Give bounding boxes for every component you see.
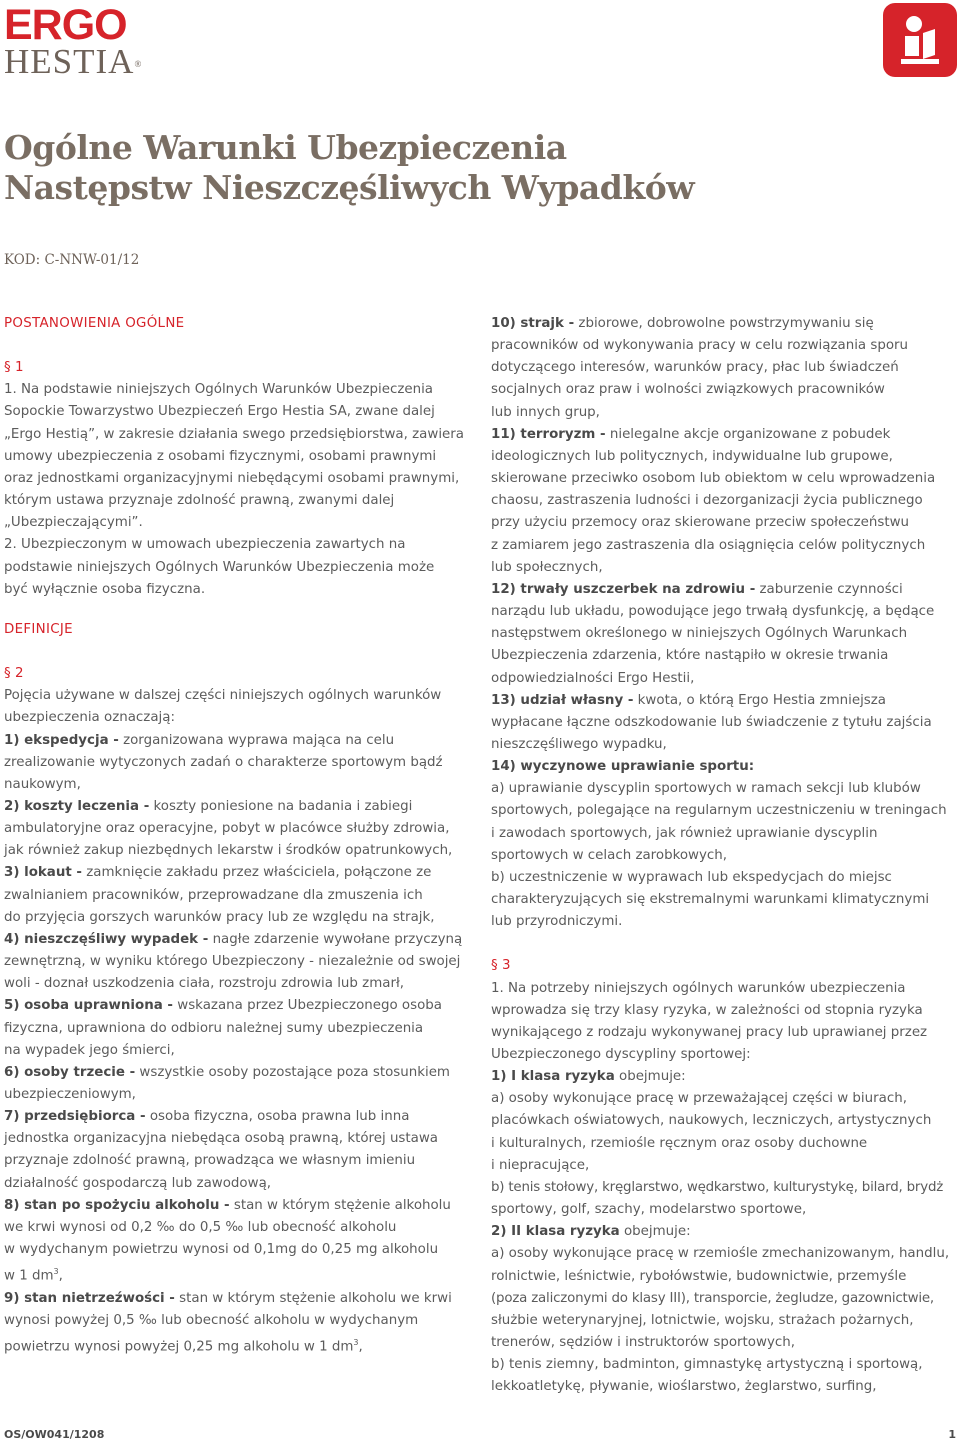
text-line: i niepracujące, bbox=[491, 1157, 590, 1173]
page-number: 1 bbox=[948, 1428, 956, 1441]
paragraph-mark-2: § 2 bbox=[4, 666, 24, 682]
text-line: placówkach oświatowych, naukowych, leczniczych, artystycznych bbox=[491, 1113, 932, 1129]
text-line: charakteryzujących się ekstremalnymi warunkami klimatycznymi bbox=[491, 892, 930, 908]
definition-text: zorganizowana wyprawa mająca na celu bbox=[118, 732, 395, 748]
text-line: socjalnych oraz praw i wolności związkowych pracowników bbox=[491, 382, 885, 398]
text-line: a) osoby wykonujące pracę w rzemiośle zmechanizowanym, handlu, bbox=[491, 1246, 950, 1262]
text-line: lekkoatletykę, pływanie, wioślarstwo, żeglarstwo, surfing, bbox=[491, 1379, 877, 1395]
definition-term: 1) ekspedycja - bbox=[4, 732, 119, 748]
definition-line bbox=[4, 1062, 474, 1084]
definition-line bbox=[491, 313, 960, 335]
ergo-hestia-logo bbox=[4, 1, 144, 84]
text-segment: , bbox=[358, 1339, 363, 1355]
text-line: Ubezpieczenia zdarzenia, które nastąpiło w okresie trwania bbox=[491, 648, 889, 664]
right-column bbox=[491, 313, 960, 1399]
definition-term: 12) trwały uszczerbek na zdrowiu - bbox=[491, 581, 756, 597]
definition-text: zamknięcie zakładu przez właściciela, połączone ze bbox=[81, 865, 432, 881]
definition-line bbox=[491, 1221, 960, 1243]
text-line: rolnictwie, leśnictwie, rybołówstwie, budownictwie, przemyśle bbox=[491, 1268, 907, 1284]
document-code: KOD: C-NNW-01/12 bbox=[4, 252, 140, 268]
person-reading-icon bbox=[883, 3, 957, 77]
text-line: lub innych grup, bbox=[491, 404, 600, 420]
text-line: b) tenis ziemny, badminton, gimnastykę artystyczną i sportową, bbox=[491, 1357, 923, 1373]
definition-line bbox=[491, 424, 960, 446]
text-line: narządu lub układu, powodujące jego trwałą dysfunkcję, a będące bbox=[491, 604, 935, 620]
text-line: chaosu, zastraszenia ludności i dezorganizacji życia publicznego bbox=[491, 493, 923, 509]
left-column bbox=[4, 313, 474, 1359]
definition-term: 4) nieszczęśliwy wypadek - bbox=[4, 931, 209, 947]
title-line-2: Następstw Nieszczęśliwych Wypadków bbox=[4, 168, 695, 207]
definition-line bbox=[491, 1066, 960, 1088]
text-line: jednostka organizacyjna niebędąca osobą prawną, której ustawa bbox=[4, 1131, 439, 1147]
definition-line bbox=[491, 690, 960, 712]
text-line: zwalnianiem pracowników, przeprowadzane dla zmuszenia ich bbox=[4, 887, 423, 903]
text-line: pracowników od wykonywania pracy w celu rozwiązania sporu bbox=[491, 338, 909, 354]
definition-term: 8) stan po spożyciu alkoholu - bbox=[4, 1197, 230, 1213]
definition-text: nagłe zdarzenie wywołane przyczyną bbox=[208, 931, 463, 947]
definition-term: 14) wyczynowe uprawianie sportu: bbox=[491, 759, 755, 775]
text-line: wypłacane łączne odszkodowanie lub świadczenie z tytułu zajścia bbox=[491, 714, 932, 730]
text-line bbox=[4, 1332, 474, 1359]
text-line: b) tenis stołowy, kręglarstwo, wędkarstwo, kulturystykę, bilard, brydż bbox=[491, 1179, 944, 1195]
text-segment: , bbox=[58, 1268, 63, 1284]
definition-line bbox=[4, 1195, 474, 1217]
definition-text: stan w którym stężenie alkoholu we krwi bbox=[174, 1290, 452, 1306]
text-line: 1. Na podstawie niniejszych Ogólnych Warunków Ubezpieczenia bbox=[4, 382, 433, 398]
text-line: nieszczęśliwego wypadku, bbox=[491, 736, 667, 752]
definition-text: stan w którym stężenie alkoholu bbox=[229, 1197, 451, 1213]
text-line: do przyjęcia gorszych warunków pracy lub ze względu na strajk, bbox=[4, 909, 435, 925]
superscript: 3 bbox=[53, 1267, 59, 1277]
text-line: sportowy, golf, szachy, modelarstwo sportowe, bbox=[491, 1202, 807, 1218]
text-line: lub społecznych, bbox=[491, 559, 603, 575]
definition-text: nielegalne akcje organizowane z pobudek bbox=[605, 426, 891, 442]
text-line: ubezpieczeniowym, bbox=[4, 1087, 136, 1102]
text-line: 1. Na potrzeby niniejszych ogólnych warunków ubezpieczenia bbox=[491, 980, 906, 996]
definition-line bbox=[4, 1106, 474, 1128]
definition-text: wszystkie osoby pozostające poza stosunkiem bbox=[135, 1064, 450, 1080]
text-line: odpowiedzialności Ergo Hestii, bbox=[491, 670, 695, 686]
definition-term: 2) II klasa ryzyka bbox=[491, 1224, 620, 1240]
footer-document-code: OS/OW041/1208 bbox=[4, 1428, 105, 1441]
definition-term: 13) udział własny - bbox=[491, 692, 634, 708]
text-line: być wyłącznie osoba fizyczna. bbox=[4, 581, 206, 597]
definition-term: 11) terroryzm - bbox=[491, 426, 606, 442]
definition-term: 6) osoby trzecie - bbox=[4, 1064, 136, 1080]
text-line: a) uprawianie dyscyplin sportowych w ramach sekcji lub klubów bbox=[491, 781, 921, 797]
text-line: „Ergo Hestią”, w zakresie działania swego przedsiębiorstwa, zawiera bbox=[4, 426, 464, 442]
definition-line bbox=[4, 995, 474, 1017]
text-line: a) osoby wykonujące pracę w przeważającej części w biurach, bbox=[491, 1091, 907, 1107]
definition-line bbox=[4, 862, 474, 884]
text-line bbox=[4, 1261, 474, 1288]
text-line: sportowych w celach zarobkowych, bbox=[491, 847, 728, 863]
text-line: b) uczestniczenie w wyprawach lub ekspedycjach do miejsc bbox=[491, 869, 892, 885]
document-title bbox=[4, 128, 694, 208]
section-heading-general: POSTANOWIENIA OGÓLNE bbox=[4, 316, 185, 331]
text-line: naukowym, bbox=[4, 776, 81, 792]
definition-text: obejmuje: bbox=[619, 1224, 691, 1240]
definition-text: koszty poniesione na badania i zabiegi bbox=[149, 798, 413, 814]
paragraph-mark-1: § 1 bbox=[4, 360, 24, 376]
text-line: skierowane przeciwko osobom lub obiektom w celu wprowadzenia bbox=[491, 471, 936, 487]
text-line: lub przyrodniczymi. bbox=[491, 914, 623, 930]
definition-text: zbiorowe, dobrowolne powstrzymywaniu się bbox=[574, 316, 874, 331]
text-line: którym ustawa przyznaje zdolność prawną, zwanymi dalej bbox=[4, 493, 395, 509]
definition-term: 1) I klasa ryzyka bbox=[491, 1069, 615, 1085]
logo-hestia-word: HESTIA bbox=[4, 42, 135, 81]
definition-text: zaburzenie czynności bbox=[755, 581, 903, 597]
text-line: Pojęcia używane w dalszej części niniejszych ogólnych warunków bbox=[4, 688, 442, 704]
definition-term: 10) strajk - bbox=[491, 316, 575, 331]
text-line: (poza zaliczonymi do klasy III), transporcie, żegludze, gazownictwie, bbox=[491, 1290, 934, 1306]
definition-line bbox=[491, 579, 960, 601]
definition-term: 2) koszty leczenia - bbox=[4, 798, 150, 814]
text-line: wynikającego z rodzaju wykonywanej pracy lub uprawianej przez bbox=[491, 1024, 928, 1040]
text-line: wynosi powyżej 0,5 ‰ lub obecność alkoholu w wydychanym bbox=[4, 1313, 419, 1329]
text-line: jak również zakup niezbędnych lekarstw i środków opatrunkowych, bbox=[4, 843, 453, 859]
logo-hestia-text bbox=[4, 42, 144, 81]
definition-text: wskazana przez Ubezpieczonego osoba bbox=[173, 998, 443, 1014]
text-line: woli - doznał uszkodzenia ciała, rozstroju zdrowia lub zmarł, bbox=[4, 976, 405, 992]
text-segment: w 1 dm bbox=[4, 1268, 54, 1284]
text-line: „Ubezpieczającymi”. bbox=[4, 515, 143, 531]
definition-term: 3) lokaut - bbox=[4, 865, 82, 881]
text-line: wprowadza się trzy klasy ryzyka, w zależności od stopnia ryzyka bbox=[491, 1002, 923, 1018]
text-line: przyznaje zdolność prawną, prowadząca we własnym imieniu bbox=[4, 1153, 416, 1169]
text-line: i kulturalnych, rzemiośle ręcznym oraz osoby duchowne bbox=[491, 1135, 868, 1151]
text-line: we krwi wynosi od 0,2 ‰ do 0,5 ‰ lub obecność alkoholu bbox=[4, 1219, 397, 1235]
definition-term: 9) stan nietrzeźwości - bbox=[4, 1290, 175, 1306]
section-heading-definitions: DEFINICJE bbox=[4, 621, 73, 637]
definition-term: 7) przedsiębiorca - bbox=[4, 1109, 146, 1125]
paragraph-mark-3: § 3 bbox=[491, 958, 511, 974]
text-line: trenerów, sędziów i instruktorów sportowych, bbox=[491, 1335, 795, 1351]
definition-line bbox=[4, 796, 474, 818]
text-line: podstawie niniejszych Ogólnych Warunków Ubezpieczenia może bbox=[4, 559, 435, 575]
text-line: oraz jednostkami organizacyjnymi niebędącymi osobami prawnymi, bbox=[4, 470, 460, 486]
superscript: 3 bbox=[353, 1338, 359, 1348]
text-line: dotyczącego interesów, warunków pracy, płac lub świadczeń bbox=[491, 360, 899, 376]
definition-text: obejmuje: bbox=[614, 1069, 686, 1085]
text-line: z zamiarem jego zastraszenia dla osiągnięcia celów politycznych bbox=[491, 537, 926, 553]
text-line: przy użyciu przemocy oraz skierowane przeciw społeczeństwu bbox=[491, 515, 910, 531]
definition-term: 5) osoba uprawniona - bbox=[4, 998, 173, 1014]
text-line: Ubezpieczonego dyscypliny sportowej: bbox=[491, 1047, 751, 1062]
text-line: ideologicznych lub politycznych, indywidualne lub grupowe, bbox=[491, 448, 893, 464]
text-segment: powietrzu wynosi powyżej 0,25 mg alkoholu w 1 dm bbox=[4, 1339, 354, 1355]
text-line: na wypadek jego śmierci, bbox=[4, 1042, 175, 1058]
text-line: 2. Ubezpieczonym w umowach ubezpieczenia zawartych na bbox=[4, 537, 406, 553]
definition-text: kwota, o którą Ergo Hestia zmniejsza bbox=[633, 692, 887, 708]
text-line: w wydychanym powietrzu wynosi od 0,1mg do 0,25 mg alkoholu bbox=[4, 1242, 439, 1258]
definition-line bbox=[4, 929, 474, 951]
title-line-1: Ogólne Warunki Ubezpieczenia bbox=[4, 128, 567, 167]
text-line: Sopockie Towarzystwo Ubezpieczeń Ergo Hestia SA, zwane dalej bbox=[4, 404, 435, 420]
text-line: następstwem określonego w niniejszych Ogólnych Warunkach bbox=[491, 626, 908, 642]
registered-mark: ® bbox=[134, 59, 143, 69]
text-line: fizyczna, uprawniona do odbioru należnej sumy ubezpieczenia bbox=[4, 1020, 424, 1036]
definition-text: osoba fizyczna, osoba prawna lub inna bbox=[145, 1109, 410, 1125]
text-line: zrealizowanie wytyczonych zadań o charakterze sportowym bądź bbox=[4, 754, 443, 770]
text-line: zewnętrzną, w wyniku którego Ubezpieczony - niezależnie od swojej bbox=[4, 954, 461, 970]
text-line: i zawodach sportowych, jak również uprawianie dyscyplin bbox=[491, 825, 878, 841]
text-line: ambulatoryjne oraz operacyjne, pobyt w placówce służby zdrowia, bbox=[4, 821, 450, 837]
logo-ergo-text: ERGO bbox=[4, 1, 127, 49]
text-line: służbie weterynaryjnej, lotnictwie, wojsku, strażach pożarnych, bbox=[491, 1312, 914, 1328]
definition-line bbox=[4, 730, 474, 752]
text-line: działalność gospodarczą lub zawodową, bbox=[4, 1175, 272, 1191]
definition-line bbox=[491, 756, 960, 778]
definition-line bbox=[4, 1288, 474, 1310]
text-line: umowy ubezpieczenia z osobami fizycznymi, osobami prawnymi bbox=[4, 448, 437, 464]
text-line: ubezpieczenia oznaczają: bbox=[4, 710, 175, 726]
text-line: sportowych, polegające na regularnym uczestniczeniu w treningach bbox=[491, 803, 947, 819]
